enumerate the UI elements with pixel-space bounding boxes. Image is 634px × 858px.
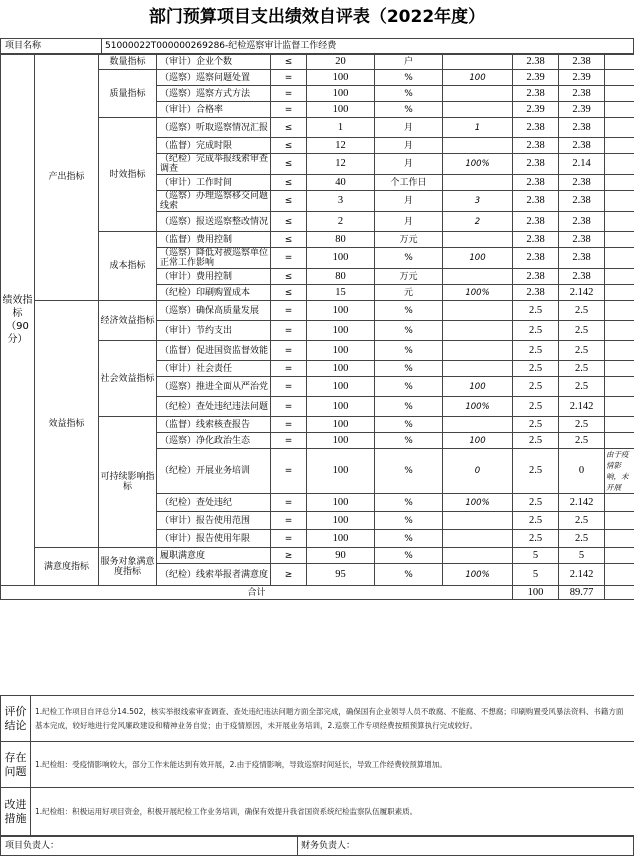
weight-value: 5: [513, 564, 559, 586]
indicator-name: （巡察）确保高质量发展: [157, 301, 271, 321]
operator: ≤: [271, 118, 307, 138]
target-value: 15: [307, 285, 375, 301]
score-value: 2.39: [559, 102, 605, 118]
remark: [605, 248, 634, 269]
actual-value: [443, 530, 513, 548]
target-value: 100: [307, 248, 375, 269]
eval-conclusion-label: 评价结论: [1, 696, 31, 742]
remark: [605, 269, 634, 285]
actual-value: 1: [443, 118, 513, 138]
operator: =: [271, 494, 307, 512]
weight-value: 2.5: [513, 530, 559, 548]
level2-social: 社会效益指标: [99, 341, 157, 417]
operator: ≥: [271, 564, 307, 586]
score-value: 2.38: [559, 54, 605, 70]
level1-benefit: 效益指标: [35, 301, 99, 548]
indicator-name: （审计）工作时间: [157, 175, 271, 191]
remark: [605, 548, 634, 564]
operator: ≤: [271, 138, 307, 154]
indicator-name: （巡察）巡察方式方法: [157, 86, 271, 102]
score-value: 2.38: [559, 269, 605, 285]
operator: ≤: [271, 269, 307, 285]
score-value: 2.38: [559, 138, 605, 154]
operator: =: [271, 70, 307, 86]
problems-text: 1.纪检组：受疫情影响较大，部分工作未能达到有效开展，2.由于疫情影响，导致巡察时间延长，导致工作经费较预算增加。: [31, 742, 634, 788]
total-weight: 100: [513, 586, 559, 600]
operator: =: [271, 530, 307, 548]
actual-value: 100%: [443, 154, 513, 175]
project-name-value: 51000022T000000269286-纪检巡察审计监督工作经费: [105, 41, 337, 51]
indicator-name: 履职满意度: [157, 548, 271, 564]
remark: [605, 212, 634, 232]
target-value: 95: [307, 564, 375, 586]
weight-value: 2.38: [513, 154, 559, 175]
indicator-name: （监督）促进国资监督效能: [157, 341, 271, 361]
divider: [101, 39, 102, 54]
target-value: 100: [307, 377, 375, 397]
score-value: 2.142: [559, 397, 605, 417]
actual-value: [443, 54, 513, 70]
score-value: 2.38: [559, 248, 605, 269]
operator: =: [271, 449, 307, 494]
problems-label: 存在问题: [1, 742, 31, 788]
target-value: 100: [307, 449, 375, 494]
improvements-label: 改进措施: [1, 788, 31, 836]
target-value: 20: [307, 54, 375, 70]
weight-value: 2.39: [513, 102, 559, 118]
table-row: [1, 301, 634, 321]
actual-value: 100%: [443, 564, 513, 586]
weight-value: 2.5: [513, 377, 559, 397]
remark: [605, 494, 634, 512]
weight-value: 2.38: [513, 248, 559, 269]
operator: ≤: [271, 191, 307, 212]
actual-value: [443, 361, 513, 377]
target-value: 12: [307, 154, 375, 175]
total-score: 89.77: [559, 586, 605, 600]
level2-economic: 经济效益指标: [99, 301, 157, 341]
indicator-name: （纪检）完成举报线索审查调查: [157, 154, 271, 175]
score-value: 2.5: [559, 361, 605, 377]
unit: 月: [375, 191, 443, 212]
operator: =: [271, 512, 307, 530]
weight-value: 2.38: [513, 191, 559, 212]
score-value: 2.38: [559, 175, 605, 191]
project-lead-label: 项目负责人：: [5, 841, 60, 851]
target-value: 100: [307, 417, 375, 433]
weight-value: 2.38: [513, 138, 559, 154]
unit: %: [375, 86, 443, 102]
page-title: 部门预算项目支出绩效自评表（2022年度）: [148, 7, 486, 27]
unit: 个工作日: [375, 175, 443, 191]
score-value: 2.38: [559, 232, 605, 248]
remark: [605, 175, 634, 191]
actual-value: 100%: [443, 285, 513, 301]
unit: %: [375, 102, 443, 118]
level2-cost: 成本指标: [99, 232, 157, 301]
unit: %: [375, 341, 443, 361]
score-value: 2.5: [559, 530, 605, 548]
table-row: [1, 54, 634, 70]
actual-value: 100: [443, 248, 513, 269]
actual-value: [443, 86, 513, 102]
remark: [605, 397, 634, 417]
unit: %: [375, 417, 443, 433]
remark: [605, 118, 634, 138]
score-value: 2.5: [559, 433, 605, 449]
level1-satisfaction: 满意度指标: [35, 548, 99, 586]
unit: 户: [375, 54, 443, 70]
indicator-name: （审计）费用控制: [157, 269, 271, 285]
score-value: 2.5: [559, 417, 605, 433]
target-value: 100: [307, 102, 375, 118]
unit: 月: [375, 118, 443, 138]
level2-quality: 质量指标: [99, 70, 157, 118]
target-value: 100: [307, 301, 375, 321]
level2-quantity: 数量指标: [99, 54, 157, 70]
indicator-name: （审计）企业个数: [157, 54, 271, 70]
weight-value: 2.5: [513, 301, 559, 321]
operator: ≥: [271, 548, 307, 564]
weight-value: 2.38: [513, 212, 559, 232]
remark: [605, 191, 634, 212]
weight-value: 2.5: [513, 417, 559, 433]
unit: 万元: [375, 269, 443, 285]
unit: %: [375, 248, 443, 269]
score-value: 2.5: [559, 377, 605, 397]
indicator-name: （巡察）降低对被巡察单位正常工作影响: [157, 248, 271, 269]
indicator-table: [0, 53, 634, 600]
weight-value: 2.38: [513, 269, 559, 285]
operator: ≤: [271, 232, 307, 248]
remark: [605, 54, 634, 70]
indicator-name: （纪检）查处违纪: [157, 494, 271, 512]
improvements-text: 1.纪检组：积极运用好项目资金，积极开展纪检工作业务培训，确保有效提升我省国资系统纪检监察队伍履职素质。: [31, 788, 634, 836]
operator: ≤: [271, 175, 307, 191]
level2-timeliness: 时效指标: [99, 118, 157, 232]
operator: =: [271, 417, 307, 433]
indicator-name: （纪检）开展业务培训: [157, 449, 271, 494]
indicator-name: （监督）线索核查报告: [157, 417, 271, 433]
actual-value: [443, 138, 513, 154]
weight-value: 2.38: [513, 86, 559, 102]
divider: [297, 837, 298, 855]
remark: [605, 301, 634, 321]
actual-value: 0: [443, 449, 513, 494]
score-value: 2.142: [559, 494, 605, 512]
unit: %: [375, 512, 443, 530]
indicator-name: （监督）费用控制: [157, 232, 271, 248]
target-value: 100: [307, 512, 375, 530]
weight-value: 2.38: [513, 118, 559, 138]
operator: ≤: [271, 285, 307, 301]
operator: =: [271, 86, 307, 102]
finance-lead-label: 财务负责人：: [301, 841, 356, 851]
total-remark: [605, 586, 634, 600]
weight-value: 2.5: [513, 321, 559, 341]
target-value: 40: [307, 175, 375, 191]
actual-value: 3: [443, 191, 513, 212]
weight-value: 2.5: [513, 512, 559, 530]
total-label: 合计: [1, 586, 513, 600]
total-row: [1, 586, 634, 600]
weight-value: 2.38: [513, 232, 559, 248]
remark: [605, 321, 634, 341]
target-value: 100: [307, 361, 375, 377]
actual-value: [443, 102, 513, 118]
indicator-name: （巡察）净化政治生态: [157, 433, 271, 449]
target-value: 100: [307, 70, 375, 86]
score-value: 2.38: [559, 118, 605, 138]
operator: =: [271, 102, 307, 118]
indicator-name: （审计）报告使用年限: [157, 530, 271, 548]
weight-value: 2.5: [513, 494, 559, 512]
operator: =: [271, 341, 307, 361]
operator: ≤: [271, 212, 307, 232]
target-value: 100: [307, 433, 375, 449]
indicator-name: （巡察）巡察问题处置: [157, 70, 271, 86]
score-value: 2.142: [559, 564, 605, 586]
remark: [605, 377, 634, 397]
unit: %: [375, 530, 443, 548]
score-value: 2.39: [559, 70, 605, 86]
actual-value: [443, 232, 513, 248]
unit: %: [375, 494, 443, 512]
indicator-name: （审计）社会责任: [157, 361, 271, 377]
score-value: 0: [559, 449, 605, 494]
weight-value: 5: [513, 548, 559, 564]
indicator-name: （监督）完成时限: [157, 138, 271, 154]
indicator-name: （纪检）线索举报者满意度: [157, 564, 271, 586]
score-value: 2.38: [559, 86, 605, 102]
unit: %: [375, 301, 443, 321]
unit: %: [375, 321, 443, 341]
score-value: 2.14: [559, 154, 605, 175]
target-value: 12: [307, 138, 375, 154]
unit: 月: [375, 138, 443, 154]
remark: [605, 433, 634, 449]
operator: =: [271, 377, 307, 397]
indicator-name: （纪检）查处违纪违法问题: [157, 397, 271, 417]
eval-conclusion-text: 1.纪检工作项目自评总分14.502，核实举报线索审查调查、查处违纪违法问题方面全部完成，确保国有企业领导人员不敢腐、不能腐、不想腐；印刷购置受风暴法资料、书籍方面基本完成，较好地进行党风廉政建设和精神业务自觉；由于疫情原因，未开展业务培训，2.巡察工作专项经费按照预算执行完成较好。: [31, 696, 634, 742]
target-value: 80: [307, 232, 375, 248]
score-value: 2.5: [559, 301, 605, 321]
indicator-name: （巡察）听取巡察情况汇报: [157, 118, 271, 138]
score-value: 2.142: [559, 285, 605, 301]
remark: [605, 232, 634, 248]
actual-value: 100: [443, 433, 513, 449]
table-row: [1, 548, 634, 564]
unit: 万元: [375, 232, 443, 248]
conclusion-table: [0, 695, 634, 836]
actual-value: [443, 341, 513, 361]
level2-service: 服务对象满意度指标: [99, 548, 157, 586]
target-value: 2: [307, 212, 375, 232]
level2-sustainable: 可持续影响指标: [99, 417, 157, 548]
unit: %: [375, 397, 443, 417]
target-value: 80: [307, 269, 375, 285]
actual-value: [443, 512, 513, 530]
remark: [605, 154, 634, 175]
actual-value: [443, 321, 513, 341]
score-value: 2.5: [559, 512, 605, 530]
indicator-name: （审计）合格率: [157, 102, 271, 118]
operator: =: [271, 361, 307, 377]
unit: 月: [375, 154, 443, 175]
indicator-name: （巡察）推进全面从严治党: [157, 377, 271, 397]
actual-value: 2: [443, 212, 513, 232]
project-name-label: 项目名称: [5, 41, 42, 51]
target-value: 100: [307, 321, 375, 341]
weight-value: 2.39: [513, 70, 559, 86]
actual-value: [443, 417, 513, 433]
remark: [605, 285, 634, 301]
unit: %: [375, 433, 443, 449]
level1-performance: 绩效指标（90分）: [1, 54, 35, 586]
operator: =: [271, 433, 307, 449]
remark: [605, 70, 634, 86]
operator: =: [271, 397, 307, 417]
actual-value: 100: [443, 70, 513, 86]
indicator-name: （巡察）报送巡察整改情况: [157, 212, 271, 232]
indicator-name: （审计）报告使用范围: [157, 512, 271, 530]
remark: [605, 361, 634, 377]
actual-value: [443, 548, 513, 564]
remark: [605, 417, 634, 433]
unit: %: [375, 361, 443, 377]
score-value: 2.5: [559, 321, 605, 341]
remark: [605, 530, 634, 548]
unit: %: [375, 564, 443, 586]
weight-value: 2.38: [513, 285, 559, 301]
score-value: 2.38: [559, 212, 605, 232]
unit: %: [375, 548, 443, 564]
signature-row: [0, 836, 634, 856]
actual-value: [443, 301, 513, 321]
unit: %: [375, 377, 443, 397]
actual-value: 100: [443, 377, 513, 397]
weight-value: 2.5: [513, 433, 559, 449]
target-value: 100: [307, 341, 375, 361]
operator: =: [271, 321, 307, 341]
actual-value: 100%: [443, 397, 513, 417]
level1-output: 产出指标: [35, 54, 99, 301]
target-value: 90: [307, 548, 375, 564]
actual-value: [443, 269, 513, 285]
remark: [605, 341, 634, 361]
weight-value: 2.5: [513, 361, 559, 377]
actual-value: 100%: [443, 494, 513, 512]
remark: [605, 564, 634, 586]
remark: [605, 138, 634, 154]
target-value: 3: [307, 191, 375, 212]
target-value: 100: [307, 494, 375, 512]
target-value: 100: [307, 86, 375, 102]
score-value: 5: [559, 548, 605, 564]
remark: [605, 512, 634, 530]
target-value: 100: [307, 530, 375, 548]
unit: 月: [375, 212, 443, 232]
indicator-name: （巡察）办理巡察移交问题线索: [157, 191, 271, 212]
operator: =: [271, 301, 307, 321]
actual-value: [443, 175, 513, 191]
target-value: 100: [307, 397, 375, 417]
remark: [605, 102, 634, 118]
remark: 由于疫情影响，未开展: [605, 449, 634, 494]
unit: %: [375, 70, 443, 86]
weight-value: 2.5: [513, 397, 559, 417]
operator: =: [271, 248, 307, 269]
unit: 元: [375, 285, 443, 301]
target-value: 1: [307, 118, 375, 138]
indicator-name: （纪检）印刷购置成本: [157, 285, 271, 301]
operator: ≤: [271, 154, 307, 175]
weight-value: 2.5: [513, 341, 559, 361]
unit: %: [375, 449, 443, 494]
remark: [605, 86, 634, 102]
score-value: 2.38: [559, 191, 605, 212]
weight-value: 2.5: [513, 449, 559, 494]
operator: ≤: [271, 54, 307, 70]
weight-value: 2.38: [513, 54, 559, 70]
indicator-name: （审计）节约支出: [157, 321, 271, 341]
weight-value: 2.38: [513, 175, 559, 191]
score-value: 2.5: [559, 341, 605, 361]
